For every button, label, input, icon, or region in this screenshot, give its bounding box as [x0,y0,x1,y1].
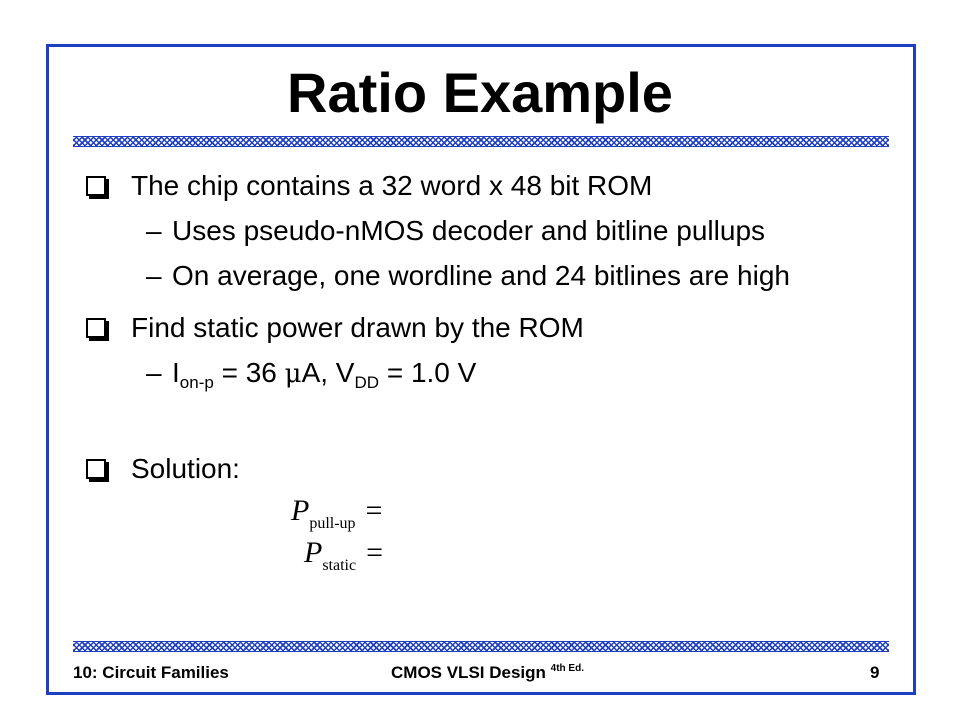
equation-op: = [365,494,383,527]
bullet-solution: Solution: [131,453,240,484]
footer-course-text: CMOS VLSI Design [391,663,546,682]
checkbox-bullet-icon [86,318,106,338]
equation-sub: pull-up [309,515,356,532]
ion-subscript: on-p [179,373,214,392]
equation-sub: static [322,557,357,574]
bullet-find-power: Find static power drawn by the ROM [131,312,584,343]
footer-edition: 4th Ed. [550,663,584,674]
ion-value: = 36 [213,357,285,388]
bottom-hatch-divider [73,641,889,652]
equation-pull-up [291,494,383,532]
sub-bullet-decoder [146,214,765,248]
sub-bullet-average [146,259,790,293]
dash-marker: – [146,260,162,291]
vdd-value: = 1.0 V [379,357,477,388]
equation-var: P [291,494,310,527]
footer-chapter: 10: Circuit Families [73,663,229,682]
ion-symbol: I [172,357,180,388]
dash-marker: – [146,215,162,246]
sub-bullet-decoder-text: Uses pseudo-nMOS decoder and bitline pullups [172,215,766,246]
footer-course [391,663,584,683]
equation-static [304,536,384,574]
checkbox-bullet-icon [86,176,106,196]
top-hatch-divider [73,136,889,147]
equation-var: P [304,536,323,569]
bullet-chip-contains: The chip contains a 32 word x 48 bit ROM [131,170,653,201]
vdd-subscript: DD [354,373,380,392]
sub-bullet-average-text: On average, one wordline and 24 bitlines are high [172,260,790,291]
footer-page-number: 9 [870,663,880,682]
slide-title: Ratio Example [287,61,673,124]
equation-op: = [366,536,384,569]
dash-marker: – [146,357,162,388]
checkbox-bullet-icon [86,459,106,479]
ion-unit: A, V [301,357,355,388]
micro-symbol: μ [284,359,302,389]
sub-bullet-spec [146,356,476,391]
